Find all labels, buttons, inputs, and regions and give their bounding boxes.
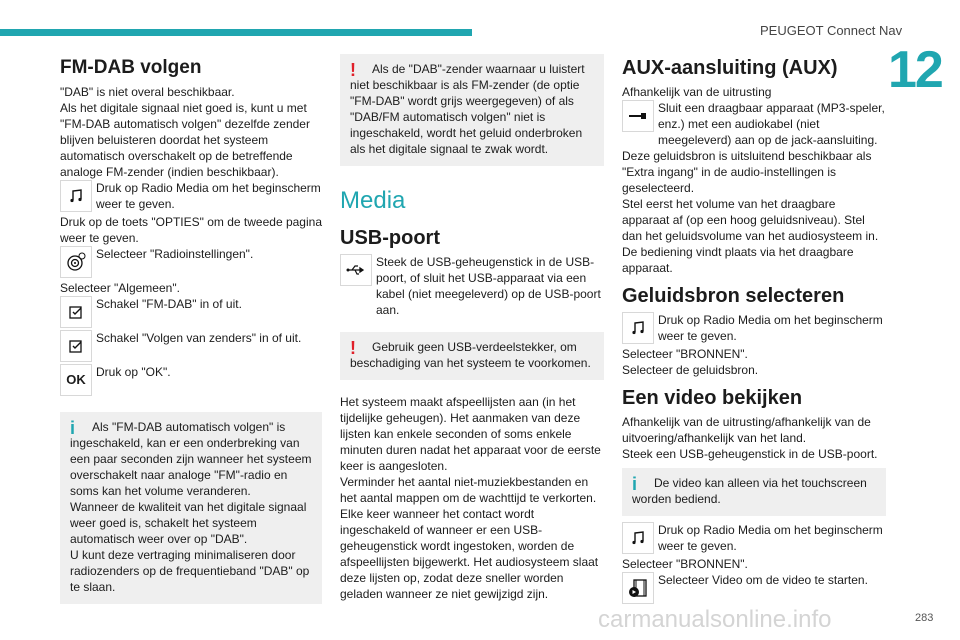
warning-note (340, 332, 604, 380)
section-title-source: Geluidsbron selecteren (622, 285, 845, 307)
header-title: PEUGEOT Connect Nav (760, 23, 903, 38)
step-radio-media (60, 180, 322, 214)
step-text: Steek de USB-geheugenstick in de USB-poort, of sluit het USB-apparaat via een kabel (niet meegeleverd) op de USB-poort aan. (376, 255, 601, 317)
warning-note-text: Gebruik geen USB-verdeelstekker, om beschadiging van het systeem te voorkomen. (350, 340, 591, 370)
section-title-video: Een video bekijken (622, 387, 803, 409)
source-after-text: Selecteer "BRONNEN". Selecteer de geluidsbron. (622, 347, 759, 377)
chapter-number: 12 (888, 41, 942, 99)
checkbox-icon (60, 296, 92, 328)
warning-note (340, 54, 604, 166)
music-note-icon (622, 312, 654, 344)
usb-icon (340, 254, 372, 286)
checkbox-icon (60, 330, 92, 362)
section-title-fm-dab: FM-DAB volgen (60, 57, 202, 78)
step-fm-dab-toggle (60, 296, 322, 330)
step-video (622, 572, 886, 606)
ok-key: OK (60, 364, 92, 396)
video-icon (622, 572, 654, 604)
after-step-text: Druk op de toets "OPTIES" om de tweede pagina weer te geven. (60, 215, 322, 245)
step-text: Schakel "FM-DAB" in of uit. (96, 297, 242, 311)
header-accent-bar (0, 29, 472, 36)
column-fm-dab (60, 56, 322, 610)
step-text: Sluit een draagbaar apparaat (MP3-speler, enz.) met een audiokabel (niet meegeleverd) aan op de jack-aansluiting. (658, 101, 885, 147)
step-aux (622, 100, 886, 148)
aux-body-text: Deze geluidsbron is uitsluitend beschikbaar als "Extra ingang" in de audio-instellingen is geselecteerd. Stel eerst het volume van het draagbare apparaat af (op een hoog geluidsniveau). Stel dan het geluidsvolume van het audiosysteem in. De bediening vindt plaats via het draagbare apparaat. (622, 149, 879, 275)
step-text: Druk op Radio Media om het beginscherm weer te geven. (658, 313, 883, 343)
video-body-text: Afhankelijk van de uitrusting/afhankelijk van de uitvoering/afhankelijk van het land. Steek een USB-geheugenstick in de USB-poort. (622, 415, 878, 461)
step-source-radio-media (622, 312, 886, 346)
aux-dependency: Afhankelijk van de uitrusting (622, 85, 772, 99)
step-video-radio-media (622, 522, 886, 556)
column-media (340, 54, 604, 602)
step-text: Selecteer Video om de video te starten. (658, 573, 868, 587)
info-icon: i (70, 418, 76, 438)
info-note (622, 468, 886, 516)
video-after-text: Selecteer "BRONNEN". (622, 557, 748, 571)
page-number: 283 (915, 612, 934, 624)
usb-body-text: Het systeem maakt afspeellijsten aan (in het tijdelijke geheugen). Het aanmaken van deze lijsten kan enkele seconden of soms enkele minuten duren nadat het apparaat voor de eerste keer is aangesloten. Verminder het aantal niet-muziekbestanden en het aantal mappen om de wachttijd te verkorten. Elke keer wanneer het contact wordt ingeschakeld of wanneer er een USB-geheugenstick wordt ingestoken, worden de afspeellijsten bijgewerkt. Het audiosysteem slaat deze lijsten op, zodat deze sneller worden geladen wanneer ze niet gewijzigd zijn. (340, 395, 601, 601)
step-text: Schakel "Volgen van zenders" in of uit. (96, 331, 302, 345)
info-note-text: De video kan alleen via het touchscreen worden bediend. (632, 476, 867, 506)
step-ok (60, 364, 322, 398)
warning-icon: ! (350, 60, 356, 80)
step-text: Selecteer "Radioinstellingen". (96, 247, 254, 261)
music-note-icon (60, 180, 92, 212)
warning-icon: ! (350, 338, 356, 358)
fm-dab-intro: "DAB" is niet overal beschikbaar. Als het digitale signaal niet goed is, kunt u met "FM-DAB automatisch volgen" dezelfde zender blijven beluisteren doordat het systeem automatisch overschakelt op de betreffende analoge FM-zender (indien beschikbaar). (60, 85, 310, 179)
after-step-text: Selecteer "Algemeen". (60, 281, 180, 295)
column-aux (622, 56, 886, 606)
step-text: Druk op Radio Media om het beginscherm weer te geven. (658, 523, 883, 553)
radio-settings-icon (60, 246, 92, 278)
audio-jack-icon (622, 100, 654, 132)
step-follow-stations (60, 330, 322, 364)
step-text: Druk op "OK". (96, 365, 171, 379)
info-icon: i (632, 474, 638, 494)
step-text: Druk op Radio Media om het beginscherm weer te geven. (96, 181, 321, 211)
section-title-media: Media (340, 187, 406, 214)
info-note-text: Als "FM-DAB automatisch volgen" is ingeschakeld, kan er een onderbreking van een paar seconden zijn wanneer het systeem overschakelt naar analoge "FM"-radio en soms kan het volume veranderen. Wanneer de kwaliteit van het digitale signaal weer goed is, schakelt het systeem automatisch weer over op "DAB". U kunt deze vertraging minimaliseren door radiozenders op de frequentieband "DAB" op te slaan. (70, 420, 312, 594)
info-note (60, 412, 322, 604)
step-usb (340, 254, 604, 318)
subsection-title-usb: USB-poort (340, 227, 440, 249)
warning-note-text: Als de "DAB"-zender waarnaar u luistert niet beschikbaar is als FM-zender (de optie "FM-DAB" wordt grijs weergegeven) of als "DAB/FM automatisch volgen" niet is ingeschakeld, wordt het geluid onderbroken als het digitale signaal te zwak wordt. (350, 62, 585, 156)
watermark: carmanualsonline.info (598, 606, 832, 633)
music-note-icon (622, 522, 654, 554)
step-radio-settings (60, 246, 322, 280)
section-title-aux: AUX-aansluiting (AUX) (622, 57, 838, 79)
